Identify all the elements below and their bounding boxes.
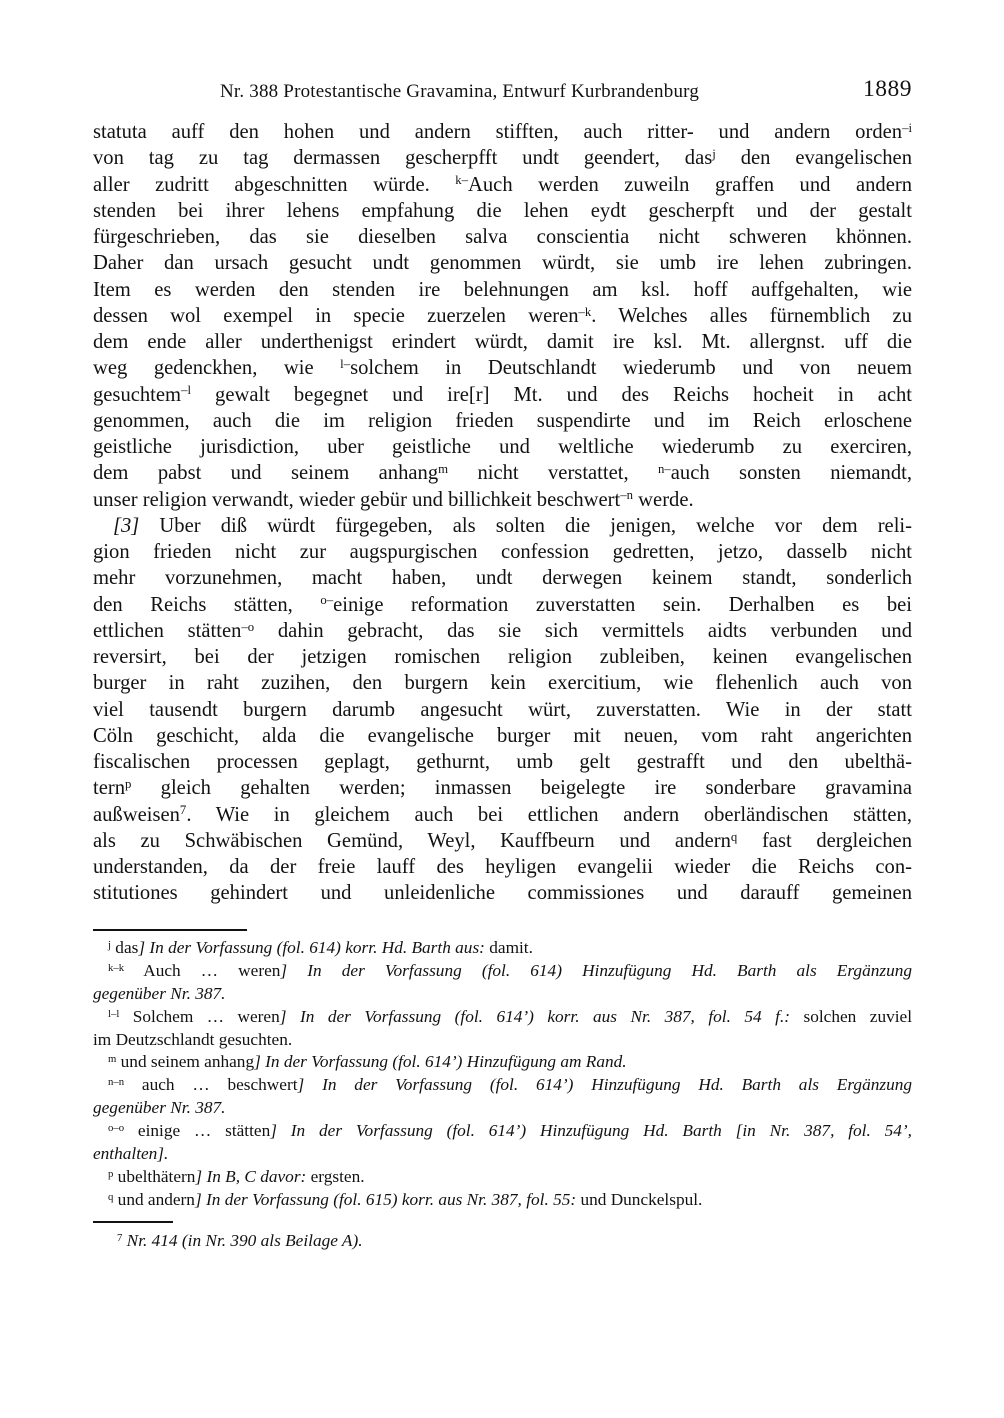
text-run: . Wie in gleichem auch bei ettlichen andern oberländischen stätten,: [186, 803, 912, 826]
footnote-separator-rule: [93, 1221, 173, 1223]
text-run: dahin gebracht, das sie sich vermittels aidts verbunden und: [254, 619, 912, 642]
text-line: [93, 749, 912, 775]
superscript-marker: k–: [455, 173, 469, 188]
text-run: den evangelischen: [715, 147, 912, 170]
text-run: stenden bei ihrer lehens empfahung die lehen eydt gescherpft und der gestalt: [93, 199, 912, 222]
text-run: Cöln geschicht, alda die evangelische burger mit neuen, vom raht angerichten: [93, 724, 912, 747]
text-line: [93, 1029, 912, 1052]
text-run: werde.: [633, 488, 694, 511]
text-run: nicht verstattet,: [448, 462, 659, 485]
text-run: Auch werden zuweiln graffen und andern: [468, 173, 912, 196]
superscript-marker: j: [108, 938, 111, 951]
text-line: [93, 775, 912, 801]
text-run: understanden, da der freie lauff des heyligen evangelii wieder die Reichs con-: [93, 856, 912, 878]
superscript-marker: j: [712, 147, 716, 162]
text-run: außweisen: [93, 803, 180, 826]
superscript-marker: –k: [578, 304, 592, 319]
critical-apparatus-block: [93, 937, 912, 1212]
text-run: als zu Schwäbischen Gemünd, Weyl, Kauffbeurn und andern: [93, 829, 731, 852]
text-line: [93, 565, 912, 591]
text-run: ettlichen stätten: [93, 619, 242, 642]
text-line: [93, 960, 912, 983]
footnote-block: [93, 1229, 912, 1252]
text-run: stitutiones gehindert und unleidenliche commissiones und darauff gemeinen: [93, 882, 912, 905]
text-run: enthalten].: [93, 1144, 169, 1164]
text-run: Uber diß würdt fürgegeben, als solten die jenigen, welche vor dem reli-: [139, 514, 912, 537]
text-run: tern: [93, 777, 126, 800]
main-text-block: [93, 119, 912, 907]
text-run: fast dergleichen: [737, 829, 912, 852]
text-line: [93, 828, 912, 854]
text-line: [93, 1006, 912, 1029]
superscript-marker: 7: [117, 1231, 123, 1244]
superscript-marker: k–k: [108, 961, 125, 974]
text-run: Daher dan ursach gesucht undt genommen würdt, sie umb ire lehen zubringen.: [93, 252, 912, 275]
text-line: [93, 539, 912, 565]
text-run: weg gedenckhen, wie: [93, 357, 341, 380]
superscript-marker: q: [730, 829, 738, 844]
text-run: und seinem anhang: [116, 1052, 255, 1072]
text-run: und andern: [113, 1189, 195, 1209]
text-run: reversirt, bei der jetzigen romischen religion zubleiben, keinen evangelischen: [93, 646, 912, 668]
text-line: [93, 250, 912, 276]
text-run: den Reichs stätten,: [93, 593, 321, 616]
superscript-marker: o–o: [108, 1121, 125, 1134]
text-run: dem pabst und seinem anhang: [93, 462, 439, 485]
text-line: [93, 1229, 912, 1252]
text-run: auch … beschwert: [124, 1075, 298, 1095]
text-run: geistliche jurisdiction, uber geistliche und weltliche wiederumb zu exerciren,: [93, 436, 912, 458]
superscript-marker: n–: [658, 462, 671, 477]
text-line: [93, 880, 912, 906]
text-line: [93, 277, 912, 303]
text-line: [93, 119, 912, 145]
text-run: ] In der Vorfassung (fol. 614) korr. Hd. Barth aus:: [138, 938, 485, 957]
text-run: ] In der Vorfassung (fol. 614) Hinzufügung Hd. Barth als Ergänzung: [280, 960, 912, 980]
text-line: [93, 1166, 912, 1189]
text-run: das: [110, 938, 139, 957]
superscript-marker: o–: [320, 593, 334, 608]
page-header: [93, 78, 912, 106]
text-run: und Dunckelspul.: [576, 1189, 703, 1209]
text-run: gegenüber Nr. 387.: [93, 983, 226, 1003]
text-line: [93, 723, 912, 749]
text-run: ] In der Vorfassung (fol. 614’) korr. aus Nr. 387, fol. 54 f.:: [279, 1006, 791, 1026]
text-line: [93, 983, 912, 1006]
text-run: ] In der Vorfassung (fol. 614’) Hinzufügung Hd. Barth als Ergänzung: [297, 1075, 912, 1095]
superscript-marker: q: [108, 1190, 114, 1203]
superscript-marker: m: [438, 462, 449, 477]
text-line: [93, 854, 912, 880]
text-line: [93, 1051, 912, 1074]
text-run: auch sonsten niemandt,: [670, 462, 912, 485]
text-run: gegenüber Nr. 387.: [93, 1098, 226, 1118]
text-line: [93, 145, 912, 171]
page-number: 1889: [863, 76, 912, 102]
text-run: mehr vorzunehmen, macht haben, undt derwegen keinem standt, sonderlich: [93, 567, 912, 590]
superscript-marker: l–l: [108, 1007, 120, 1020]
text-run: aller zudritt abgeschnitten würde.: [93, 173, 456, 196]
text-line: [93, 1097, 912, 1120]
text-run: von tag zu tag dermassen gescherpfft undt geendert, das: [93, 147, 713, 170]
text-line: [93, 802, 912, 828]
text-run: ubelthätern: [113, 1166, 196, 1186]
text-run: solchen zuviel: [790, 1006, 912, 1026]
apparatus-separator-rule: [93, 929, 247, 931]
text-run: ] In der Vorfassung (fol. 614’) Hinzufügung Hd. Barth [in Nr. 387, fol. 54’,: [270, 1121, 912, 1141]
book-page: [93, 0, 912, 1418]
text-line: [93, 460, 912, 486]
text-run: fürgeschrieben, das sie dieselben salva conscientia nicht schweren khönnen.: [93, 226, 912, 248]
text-run: Nr. 414 (in Nr. 390 als Beilage A).: [122, 1231, 363, 1250]
text-run: Auch … weren: [124, 960, 281, 980]
text-line: [93, 513, 912, 539]
superscript-marker: m: [108, 1053, 117, 1066]
text-run: dem ende aller underthenigst erindert würdt, damit ire ksl. Mt. allergnst. uff die: [93, 331, 912, 353]
text-run: einige … stätten: [124, 1121, 271, 1141]
text-run: gewalt begegnet und ire[r] Mt. und des Reichs hocheit in acht: [191, 383, 912, 406]
text-run: . Welches alles fürnemblich zu: [591, 304, 912, 327]
text-line: [93, 618, 912, 644]
text-run: unser religion verwandt, wieder gebür und billichkeit beschwert: [93, 488, 621, 511]
text-run: dessen wol exempel in specie zuerzelen weren: [93, 304, 579, 327]
text-run: viel tausendt burgern darumb angesucht würt, zuverstatten. Wie in der statt: [93, 698, 912, 721]
text-line: [93, 644, 912, 670]
text-line: [93, 1074, 912, 1097]
text-line: [93, 1143, 912, 1166]
superscript-marker: –i: [902, 120, 912, 135]
text-run: einige reformation zuverstatten sein. Derhalben es bei: [333, 593, 912, 616]
text-run: gleich gehalten werden; inmassen beigelegte ire sonderbare gravamina: [131, 777, 912, 800]
superscript-marker: p: [125, 777, 132, 792]
text-line: [93, 198, 912, 224]
text-run: Solchem … weren: [119, 1006, 280, 1026]
text-run: statuta auff den hohen und andern stifften, auch ritter- und andern orden: [93, 121, 903, 143]
superscript-marker: n–n: [108, 1076, 125, 1089]
text-line: [93, 670, 912, 696]
text-run: gesuchtem: [93, 383, 182, 406]
text-run: [3]: [113, 514, 140, 537]
text-line: [93, 937, 912, 960]
text-line: [93, 172, 912, 198]
text-line: [93, 224, 912, 250]
text-line: [93, 697, 912, 723]
text-line: [93, 487, 912, 513]
text-run: damit.: [484, 938, 533, 957]
text-run: ] In der Vorfassung (fol. 614’) Hinzufügung am Rand.: [254, 1052, 627, 1072]
text-run: ergsten.: [306, 1166, 365, 1186]
text-line: [93, 1189, 912, 1212]
text-run: burger in raht zuzihen, den burgern kein exercitium, wie flehenlich auch von: [93, 672, 912, 695]
text-line: [93, 382, 912, 408]
superscript-marker: –o: [241, 619, 255, 634]
text-line: [93, 329, 912, 355]
text-run: genommen, auch die im religion frieden suspendirte und im Reich erloschene: [93, 409, 912, 432]
running-title: Nr. 388 Protestantische Gravamina, Entwurf Kurbrandenburg: [219, 81, 700, 102]
text-run: ] In B, C davor:: [195, 1166, 307, 1186]
text-run: Item es werden den stenden ire belehnungen am ksl. hoff auffgehalten, wie: [93, 278, 912, 301]
text-run: im Deutzschlandt gesuchten.: [93, 1029, 293, 1049]
text-line: [93, 592, 912, 618]
superscript-marker: –l: [181, 383, 192, 398]
text-run: solchem in Deutschlandt wiederumb und von neuem: [350, 357, 912, 380]
superscript-marker: p: [108, 1167, 114, 1180]
text-run: ] In der Vorfassung (fol. 615) korr. aus Nr. 387, fol. 55:: [194, 1189, 577, 1209]
text-line: [93, 1120, 912, 1143]
text-run: gion frieden nicht zur augspurgischen confession gedretten, jetzo, dasselb nicht: [93, 541, 912, 563]
text-line: [93, 355, 912, 381]
superscript-marker: l–: [340, 357, 351, 372]
text-run: fiscalischen processen geplagt, gethurnt, umb gelt gestrafft und den ubelthä-: [93, 751, 912, 773]
superscript-marker: –n: [620, 488, 634, 503]
text-line: [93, 408, 912, 434]
text-line: [93, 303, 912, 329]
superscript-marker: 7: [179, 803, 187, 818]
text-line: [93, 434, 912, 460]
